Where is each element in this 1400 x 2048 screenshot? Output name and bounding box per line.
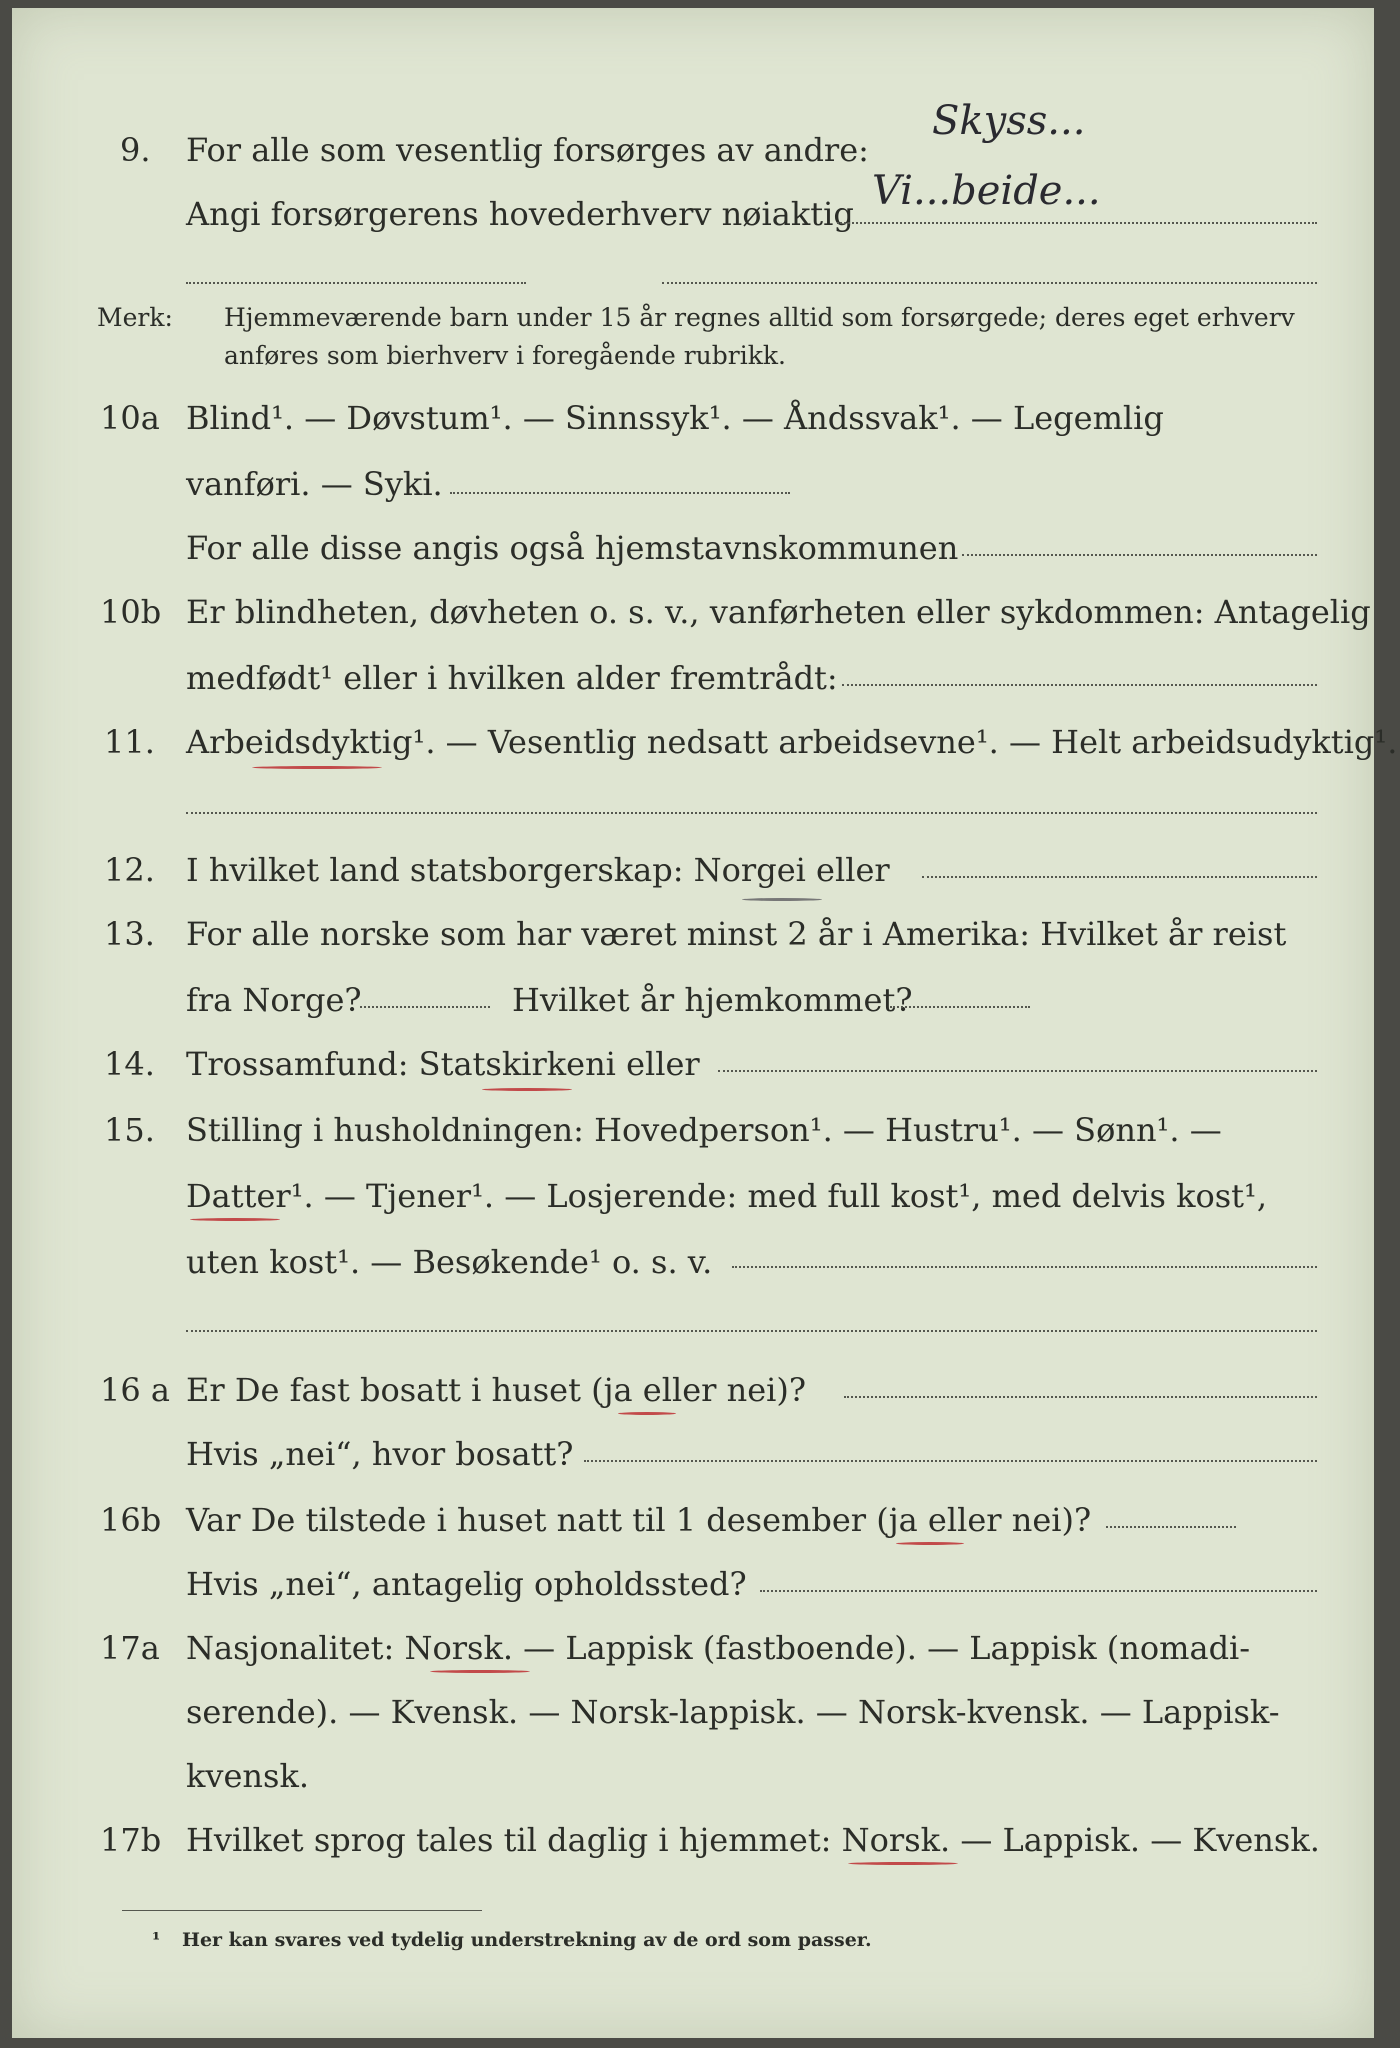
question-number-14: 14. xyxy=(104,1045,155,1083)
answer-line xyxy=(450,492,790,494)
question-10b-line-1: Er blindheten, døvheten o. s. v., vanførheten eller sykdommen: Antagelig xyxy=(186,593,1371,631)
answer-line xyxy=(962,554,1317,556)
footnote-text: Her kan svares ved tydelig understrekning av de ord som passer. xyxy=(182,1929,872,1951)
question-16b-line-1: Var De tilstede i huset natt til 1 desember (ja eller nei)? xyxy=(186,1501,1092,1539)
question-number-16b: 16b xyxy=(100,1501,162,1539)
question-number-10b: 10b xyxy=(100,593,162,631)
question-number-13: 13. xyxy=(104,915,155,953)
merk-label: Merk: xyxy=(97,303,173,332)
question-10a-line-3: For alle disse angis også hjemstavnskommunen xyxy=(186,529,959,567)
question-15-line-2: Datter¹. — Tjener¹. — Losjerende: med full kost¹, med delvis kost¹, xyxy=(186,1177,1268,1215)
question-15-line-1: Stilling i husholdningen: Hovedperson¹. — Hustru¹. — Sønn¹. — xyxy=(186,1111,1222,1149)
answer-line xyxy=(584,1460,1317,1462)
answer-line xyxy=(922,876,1317,878)
question-10a-line-1: Blind¹. — Døvstum¹. — Sinnssyk¹. — Åndssvak¹. — Legemlig xyxy=(186,399,1164,437)
merk-line-2: anføres som bierhverv i foregående rubrikk. xyxy=(224,341,786,370)
question-number-17a: 17a xyxy=(100,1629,160,1667)
answer-underline-arbeidsdyktig xyxy=(252,766,382,769)
answer-line xyxy=(662,282,1317,284)
footnote-divider xyxy=(122,1910,482,1911)
question-number-9: 9. xyxy=(120,131,151,169)
question-11-line-1: Arbeidsdyktig¹. — Vesentlig nedsatt arbeidsevne¹. — Helt arbeidsudyktig¹. xyxy=(186,723,1398,761)
question-17a-line-1: Nasjonalitet: Norsk. — Lappisk (fastboende). — Lappisk (nomadi- xyxy=(186,1629,1251,1667)
answer-underline-ja xyxy=(618,1412,676,1415)
question-number-16a: 16 a xyxy=(100,1371,170,1409)
question-15-line-3: uten kost¹. — Besøkende¹ o. s. v. xyxy=(186,1243,713,1281)
merk-line-1: Hjemmeværende barn under 15 år regnes alltid som forsørgede; deres eget erhverv xyxy=(224,303,1295,332)
question-17a-line-2: serende). — Kvensk. — Norsk-lappisk. — Norsk-kvensk. — Lappisk- xyxy=(186,1693,1280,1731)
footnote-mark: ¹ xyxy=(152,1929,161,1951)
answer-underline-ja xyxy=(896,1542,964,1545)
answer-line xyxy=(1106,1526,1236,1528)
answer-line xyxy=(186,1330,1317,1332)
handwritten-answer-2: Vi...beide... xyxy=(872,168,1101,214)
answer-underline-statskirken xyxy=(482,1088,572,1091)
answer-line xyxy=(842,684,1317,686)
question-number-15: 15. xyxy=(104,1111,155,1149)
answer-line xyxy=(760,1590,1317,1592)
question-16b-line-2: Hvis „nei“, antagelig opholdssted? xyxy=(186,1565,747,1603)
answer-line xyxy=(837,222,1317,224)
question-17b-line-1: Hvilket sprog tales til daglig i hjemmet: Norsk. — Lappisk. — Kvensk. xyxy=(186,1821,1320,1859)
census-form-page xyxy=(12,8,1398,2038)
answer-underline-norge xyxy=(742,898,822,901)
answer-underline-datter xyxy=(190,1218,280,1221)
question-number-12: 12. xyxy=(104,851,155,889)
answer-line xyxy=(732,1266,1317,1268)
answer-underline-norsk xyxy=(848,1862,958,1865)
question-number-17b: 17b xyxy=(100,1821,162,1859)
answer-line xyxy=(360,1006,490,1008)
answer-line xyxy=(186,812,1317,814)
question-number-11: 11. xyxy=(104,723,155,761)
answer-line xyxy=(186,282,526,284)
question-16a-line-2: Hvis „nei“, hvor bosatt? xyxy=(186,1435,574,1473)
question-9-line-2: Angi forsørgerens hovederhverv nøiaktig xyxy=(186,195,854,233)
question-16a-line-1: Er De fast bosatt i huset (ja eller nei)? xyxy=(186,1371,807,1409)
question-13-line-2a: fra Norge? xyxy=(186,981,362,1019)
question-17a-line-3: kvensk. xyxy=(186,1757,309,1795)
question-14-line-1: Trossamfund: Statskirkeni eller xyxy=(186,1045,700,1083)
handwritten-answer-1: Skyss... xyxy=(932,98,1086,144)
question-number-10a: 10a xyxy=(100,399,160,437)
answer-line xyxy=(890,1006,1030,1008)
question-13-line-2b: Hvilket år hjemkommet? xyxy=(512,981,913,1019)
question-13-line-1: For alle norske som har været minst 2 år i Amerika: Hvilket år reist xyxy=(186,915,1287,953)
answer-line xyxy=(844,1396,1317,1398)
question-10a-line-2: vanføri. — Syki. xyxy=(186,465,443,503)
question-9-line-1: For alle som vesentlig forsørges av andre: xyxy=(186,131,869,169)
question-10b-line-2: medfødt¹ eller i hvilken alder fremtrådt: xyxy=(186,659,838,697)
question-12-line-1: I hvilket land statsborgerskap: Norgei eller xyxy=(186,851,890,889)
answer-underline-norsk xyxy=(430,1670,530,1673)
answer-line xyxy=(718,1070,1317,1072)
